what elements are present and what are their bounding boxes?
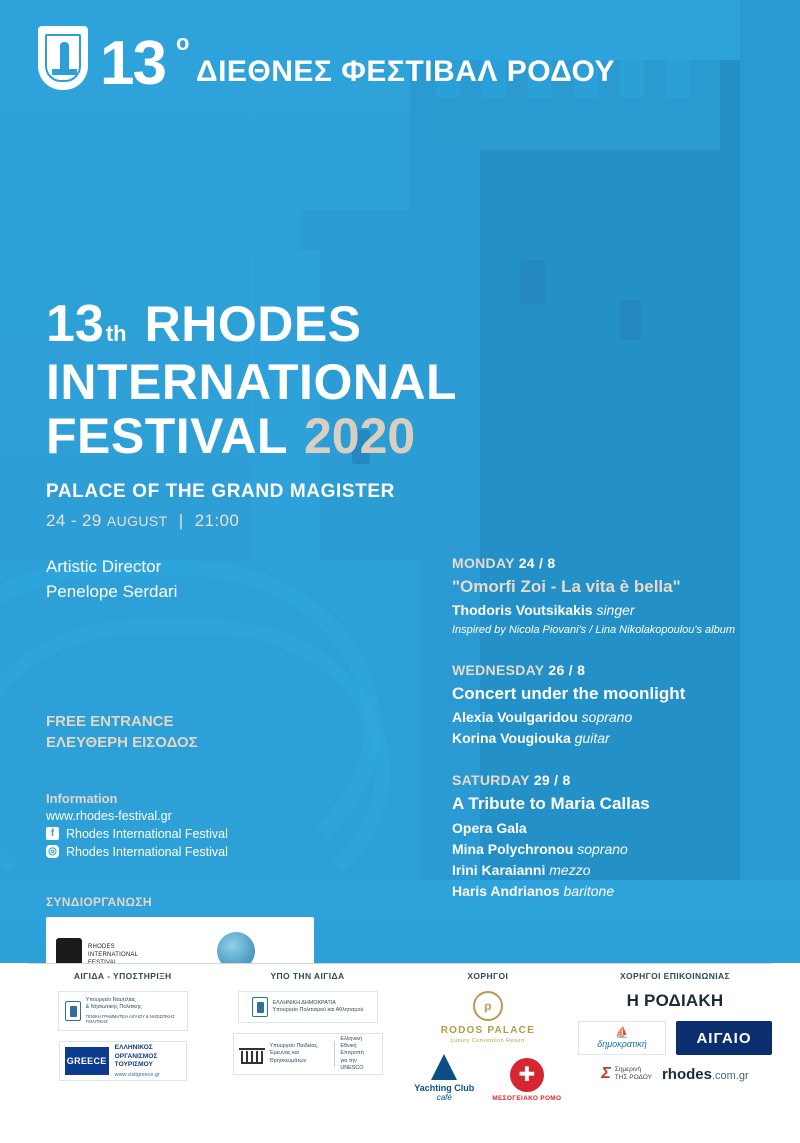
event-subtitle: Opera Gala bbox=[452, 820, 527, 836]
title-line-1 bbox=[46, 295, 566, 353]
greece-url[interactable]: www.visitgreece.gr bbox=[114, 1071, 160, 1078]
footer-divider bbox=[28, 963, 772, 964]
free-entrance-english: FREE ENTRANCE bbox=[46, 713, 174, 731]
event-performer bbox=[452, 841, 772, 857]
dates-month: AUGUST bbox=[106, 513, 168, 529]
footer-heading-auspices: ΥΠΟ ΤΗΝ ΑΙΓΙΔΑ bbox=[270, 971, 345, 981]
sail-icon: ⛵ bbox=[615, 1026, 629, 1039]
rodos-palace-logo bbox=[441, 991, 535, 1044]
ministry-maritime-logo bbox=[58, 991, 188, 1031]
event-performer bbox=[452, 602, 772, 618]
performer-role: soprano bbox=[581, 709, 633, 725]
hellenic-republic-line2: Υπουργείο Πολιτισμού και Αθλητισμού bbox=[272, 1007, 364, 1013]
rhodes-com-logo[interactable] bbox=[662, 1066, 749, 1083]
free-entrance-greek: ΕΛΕΥΘΕΡΗ ΕΙΣΟΔΟΣ bbox=[46, 733, 198, 751]
greece-badge: GREECE bbox=[65, 1047, 109, 1075]
coorg-logo1-line1: RHODES bbox=[88, 943, 115, 950]
rhodes-com-suffix: .com.gr bbox=[711, 1069, 749, 1082]
event-performer bbox=[452, 862, 772, 878]
event-title: Concert under the moonlight bbox=[452, 684, 686, 703]
event-performer bbox=[452, 730, 772, 746]
performer-name: Irini Karaianni bbox=[452, 862, 546, 878]
instagram-icon: ◎ bbox=[46, 845, 59, 858]
facebook-handle: Rhodes International Festival bbox=[66, 826, 228, 841]
unesco-line2: Επιτροπή bbox=[340, 1050, 364, 1057]
hellenic-republic-logo bbox=[238, 991, 378, 1023]
greece-line1: ΕΛΛΗΝΙΚΟΣ bbox=[114, 1044, 153, 1052]
event-title: "Omorfi Zoi - La vita è bella" bbox=[452, 577, 681, 596]
performer-role: singer bbox=[596, 602, 635, 618]
event-title: A Tribute to Maria Callas bbox=[452, 794, 650, 813]
simerini-logo bbox=[601, 1065, 652, 1083]
title-edition-suffix: th bbox=[105, 321, 127, 346]
unesco-line1: Ελληνική Εθνική bbox=[340, 1035, 362, 1050]
instagram-row[interactable] bbox=[46, 845, 376, 859]
greece-tourism-logo bbox=[59, 1041, 187, 1081]
simerini-mark-icon: Σ bbox=[601, 1065, 611, 1082]
title-year: 2020 bbox=[303, 408, 416, 464]
performer-name: Korina Vougiouka bbox=[452, 730, 571, 746]
program-event bbox=[452, 555, 772, 636]
footer-column-auspices bbox=[217, 971, 397, 1102]
ministry-line2: & Νησιωτικής Πολιτικής bbox=[85, 1004, 142, 1011]
program-event bbox=[452, 662, 772, 746]
simerini-subtitle: ΤΗΣ ΡΟΔΟΥ bbox=[614, 1074, 652, 1081]
yachting-club-logo bbox=[414, 1054, 474, 1102]
logo-divider bbox=[334, 1041, 335, 1067]
event-performer bbox=[452, 709, 772, 725]
artistic-director-label: Artistic Director bbox=[46, 557, 162, 576]
dates-range: 24 - 29 bbox=[46, 511, 102, 530]
footer-heading-sponsors: ΧΟΡΗΓΟΙ bbox=[467, 971, 509, 981]
simerini-name: Σημερινή bbox=[614, 1066, 642, 1074]
temple-icon bbox=[239, 1044, 265, 1064]
event-day: SATURDAY bbox=[452, 772, 530, 788]
coorg-logo1-line2: INTERNATIONAL bbox=[88, 951, 139, 958]
rodos-palace-crest-icon: ρ bbox=[473, 991, 503, 1021]
greece-line2: ΟΡΓΑΝΙΣΜΟΣ bbox=[114, 1052, 158, 1060]
greek-emblem-icon bbox=[65, 1001, 81, 1021]
footer-heading-media: ΧΟΡΗΓΟΙ ΕΠΙΚΟΙΝΩΝΙΑΣ bbox=[619, 971, 731, 981]
event-date: 29 / 8 bbox=[533, 772, 571, 788]
rhodes-com-name: rhodes bbox=[661, 1065, 712, 1083]
coorganization-heading: ΣΥΝΔΙΟΡΓΑΝΩΣΗ bbox=[46, 894, 152, 909]
maltese-cross-icon: ✚ bbox=[510, 1058, 544, 1092]
ministry-edu-line2: Έρευνας και Θρησκευμάτων bbox=[269, 1050, 307, 1064]
performer-role: baritone bbox=[563, 883, 615, 899]
greek-emblem-icon bbox=[252, 997, 268, 1017]
event-date: 26 / 8 bbox=[548, 662, 586, 678]
poster-title-block bbox=[46, 295, 566, 531]
left-info-column bbox=[46, 555, 376, 993]
title-word-rhodes: RHODES bbox=[144, 296, 362, 352]
rhodes-crest-icon bbox=[38, 26, 88, 90]
event-day-line bbox=[452, 662, 772, 678]
information-heading: Information bbox=[46, 790, 118, 806]
event-day-line bbox=[452, 555, 772, 571]
unesco-logo bbox=[233, 1033, 383, 1075]
program-list bbox=[452, 555, 772, 925]
mesogeiako-romo-logo bbox=[492, 1058, 561, 1102]
greece-line3: ΤΟΥΡΙΣΜΟΥ bbox=[114, 1061, 153, 1069]
performer-name: Thodoris Voutsikakis bbox=[452, 602, 593, 618]
sponsors-footer bbox=[0, 963, 800, 1143]
ministry-line1: Υπουργείο Ναυτιλίας bbox=[85, 997, 136, 1004]
event-day: WEDNESDAY bbox=[452, 662, 545, 678]
title-line-3 bbox=[46, 409, 566, 463]
event-day-line bbox=[452, 772, 772, 788]
free-entrance-block bbox=[46, 712, 376, 753]
header-edition-number: 13 bbox=[100, 29, 165, 98]
rodos-palace-name: RODOS PALACE bbox=[440, 1025, 535, 1036]
performer-role: soprano bbox=[577, 841, 628, 857]
mesogeiako-name: ΜΕΣΟΓΕΙΑΚΟ ΡΟΜΟ bbox=[492, 1095, 562, 1102]
event-day: MONDAY bbox=[452, 555, 515, 571]
program-event bbox=[452, 772, 772, 899]
event-note: Inspired by Nicola Piovani's / Lina Nikolakopoulou's album bbox=[452, 624, 736, 636]
poster-header bbox=[0, 0, 800, 120]
dimokratiki-name: δημοκρατική bbox=[597, 1038, 647, 1049]
performer-name: Alexia Voulgaridou bbox=[452, 709, 578, 725]
performer-name: Mina Polychronou bbox=[452, 841, 574, 857]
footer-heading-support: ΑΙΓΙΔΑ - ΥΠΟΣΤΗΡΙΞΗ bbox=[73, 971, 172, 981]
facebook-row[interactable] bbox=[46, 827, 376, 841]
venue-label: PALACE OF THE GRAND MAGISTER bbox=[46, 481, 395, 502]
website-url[interactable]: www.rhodes-festival.gr bbox=[46, 808, 172, 823]
instagram-handle: Rhodes International Festival bbox=[66, 844, 228, 859]
footer-column-media bbox=[578, 971, 772, 1102]
rodos-palace-subtitle: Luxury Convention Resort bbox=[450, 1038, 525, 1044]
ministry-line3: ΓΕΝΙΚΗ ΓΡΑΜΜΑΤΕΙΑ ΑΙΓΑΙΟΥ & ΝΗΣΙΩΤΙΚΗΣ ΠΟΛΙΤΙΚΗΣ bbox=[85, 1013, 175, 1025]
hellenic-republic-line1: ΕΛΛΗΝΙΚΗ ΔΗΜΟΚΡΑΤΙΑ bbox=[272, 999, 336, 1006]
rodiaki-logo: Η ΡΟΔΙΑΚΗ bbox=[626, 991, 724, 1010]
dates-time: 21:00 bbox=[194, 511, 240, 530]
performer-name: Haris Andrianos bbox=[452, 883, 560, 899]
facebook-icon: f bbox=[46, 827, 59, 840]
tower-window bbox=[620, 300, 642, 340]
unesco-line3: για την UNESCO bbox=[340, 1057, 364, 1071]
footer-column-support bbox=[28, 971, 217, 1102]
dates-line bbox=[46, 511, 566, 531]
aigaio-logo: ΑΙΓΑΙΟ bbox=[676, 1021, 772, 1055]
header-greek-title: ΔΙΕΘΝΕΣ ΦΕΣΤΙΒΑΛ ΡΟΔΟΥ bbox=[196, 55, 616, 88]
artistic-director-name: Penelope Serdari bbox=[46, 581, 178, 601]
performer-role: mezzo bbox=[549, 862, 591, 878]
footer-column-sponsors bbox=[398, 971, 578, 1102]
dimokratiki-logo bbox=[578, 1021, 666, 1055]
title-word-international: INTERNATIONAL bbox=[46, 354, 458, 410]
yachting-club-line2: café bbox=[436, 1093, 452, 1102]
event-performer bbox=[452, 883, 772, 899]
performer-role: guitar bbox=[574, 730, 610, 746]
dates-separator: | bbox=[178, 511, 184, 530]
title-word-festival: FESTIVAL bbox=[46, 408, 288, 464]
title-edition-number: 13 bbox=[46, 295, 104, 353]
ministry-edu-line1: Υπουργείο Παιδείας, bbox=[269, 1043, 319, 1050]
sail-icon bbox=[431, 1054, 457, 1080]
yachting-club-line1: Yachting Club bbox=[414, 1083, 475, 1093]
header-degree-symbol: o bbox=[176, 30, 190, 55]
artistic-director-block bbox=[46, 555, 376, 604]
event-date: 24 / 8 bbox=[518, 555, 556, 571]
